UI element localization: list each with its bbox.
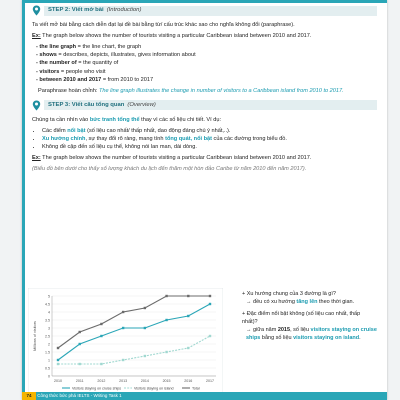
chart-svg <box>28 288 223 398</box>
y-tick-label: 2 <box>48 342 50 347</box>
step3-header <box>32 100 377 111</box>
list-item: - the number of = the quantity of <box>36 60 119 67</box>
step2-title: STEP 2: Viết mở bài <box>48 7 104 14</box>
ex1-text: The graph below shows the number of tourists visiting a particular Caribbean island between 2010 and 2017. <box>42 33 312 40</box>
data-point <box>187 295 189 297</box>
example2: Ex: The graph below shows the number of tourists visiting a particular Caribbean island between 2010 and 2017. <box>32 155 312 162</box>
y-tick-label: 1 <box>48 358 50 363</box>
list-item: - visitors = people who visit <box>36 68 106 75</box>
data-point <box>165 319 167 321</box>
paraphrase-list <box>32 43 377 84</box>
data-point <box>57 363 59 365</box>
data-point <box>79 331 81 333</box>
x-tick-label: 2012 <box>97 379 106 383</box>
x-tick-label: 2016 <box>184 379 193 383</box>
list-item: - the line graph = the line chart, the graph <box>36 44 142 51</box>
note-question-2: + Đặc điểm nổi bật không (số liệu cao nhất, thấp nhất)? <box>242 310 361 325</box>
paraphrase-complete: Paraphrase hoàn chỉnh: The line graph illustrates the change in number of visitors to a Caribbean island from 2010 to 2017. <box>38 87 344 94</box>
y-tick-label: 3 <box>48 326 50 331</box>
x-tick-label: 2014 <box>140 379 149 383</box>
note-question-1: + Xu hướng chung của 3 đường là gì? <box>242 291 336 297</box>
page-number: 74 <box>22 392 36 400</box>
legend-label: Visitors staying on cruise ships <box>72 386 122 391</box>
line-chart <box>28 288 223 398</box>
side-band <box>22 0 25 400</box>
step2-subtitle: (Introduction) <box>106 7 142 14</box>
book-page <box>22 0 387 400</box>
data-point <box>122 359 124 361</box>
note-answer-2: → giữa năm 2015, số liệu visitors staying on cruise ships bằng số liệu visitors staying on island. <box>246 327 377 342</box>
example1 <box>32 32 377 40</box>
data-point <box>165 351 167 353</box>
list-item: • Không đề cập đến số liệu cụ thể, không nói lan man, dài dòng. <box>42 143 377 151</box>
step3-subtitle: (Overview) <box>127 102 156 109</box>
footer <box>22 392 387 400</box>
data-point <box>100 335 102 337</box>
data-point <box>187 347 189 349</box>
note-answer-1: → đều có xu hướng tăng lên theo thời gian. <box>246 299 355 306</box>
y-tick-label: 4 <box>48 310 50 315</box>
y-tick-label: 2.5 <box>45 334 50 339</box>
footer-title: Công thức bức phá IELTS - Writing Task 1 <box>37 393 122 398</box>
top-band <box>22 0 387 3</box>
data-point <box>144 307 146 309</box>
y-axis-label: Millions of visitors <box>33 321 37 351</box>
list-item: - between 2010 and 2017 = from 2010 to 2017 <box>36 76 154 83</box>
chart-notes <box>242 290 377 343</box>
list-item: - shows = describes, depicts, illustrates, gives information about <box>36 52 196 59</box>
x-tick-label: 2011 <box>75 379 84 383</box>
legend-label: Total <box>192 386 200 391</box>
y-tick-label: 0 <box>48 374 50 379</box>
data-point <box>122 327 124 329</box>
data-point <box>165 295 167 297</box>
x-tick-label: 2015 <box>162 379 171 383</box>
data-point <box>209 303 211 305</box>
y-tick-label: 4.5 <box>45 302 50 307</box>
location-pin-icon <box>32 100 41 111</box>
data-point <box>209 295 211 297</box>
step2-header <box>32 5 377 16</box>
content <box>32 5 377 177</box>
list-item: • Xu hướng chính, sự thay đổi rõ ràng, mang tính tổng quát, nổi bật của các đường trong biểu đồ. <box>42 135 377 143</box>
data-point <box>79 363 81 365</box>
intro-text: Ta viết mở bài bằng cách diễn đạt lại đề bài bằng từ/ cấu trúc khác sao cho nghĩa không đổi (paraphrase). <box>32 22 295 28</box>
step3-title: STEP 3: Viết câu tổng quan <box>48 102 125 109</box>
y-tick-label: 1.5 <box>45 350 50 355</box>
data-point <box>57 347 59 349</box>
data-point <box>144 327 146 329</box>
data-point <box>209 335 211 337</box>
x-tick-label: 2010 <box>54 379 62 383</box>
x-tick-label: 2017 <box>206 379 214 383</box>
data-point <box>187 315 189 317</box>
x-tick-label: 2013 <box>119 379 128 383</box>
example2-vi: (Biểu đồ bên dưới cho thấy số lượng khách du lịch đến thăm một hòn đảo Caribe từ năm 2010 đến năm 2017). <box>32 166 307 173</box>
legend-label: Visitors staying on island <box>134 386 174 391</box>
data-point <box>57 359 59 361</box>
data-point <box>100 323 102 325</box>
ex1-label: Ex: <box>32 33 41 40</box>
location-pin-icon <box>32 5 41 16</box>
y-tick-label: 5 <box>48 294 50 299</box>
overview-bullets <box>32 127 377 151</box>
overview-intro: Chúng ta cần nhìn vào bức tranh tổng thể thay vì các số liệu chi tiết. Ví dụ: <box>32 116 222 123</box>
y-tick-label: 3.5 <box>45 318 50 323</box>
y-tick-label: 0.5 <box>45 366 50 371</box>
list-item: • Các điểm nổi bật (số liệu cao nhất/ thấp nhất, dao động đáng chú ý nhất,..). <box>42 127 377 135</box>
data-point <box>144 355 146 357</box>
data-point <box>100 363 102 365</box>
data-point <box>79 343 81 345</box>
data-point <box>122 311 124 313</box>
